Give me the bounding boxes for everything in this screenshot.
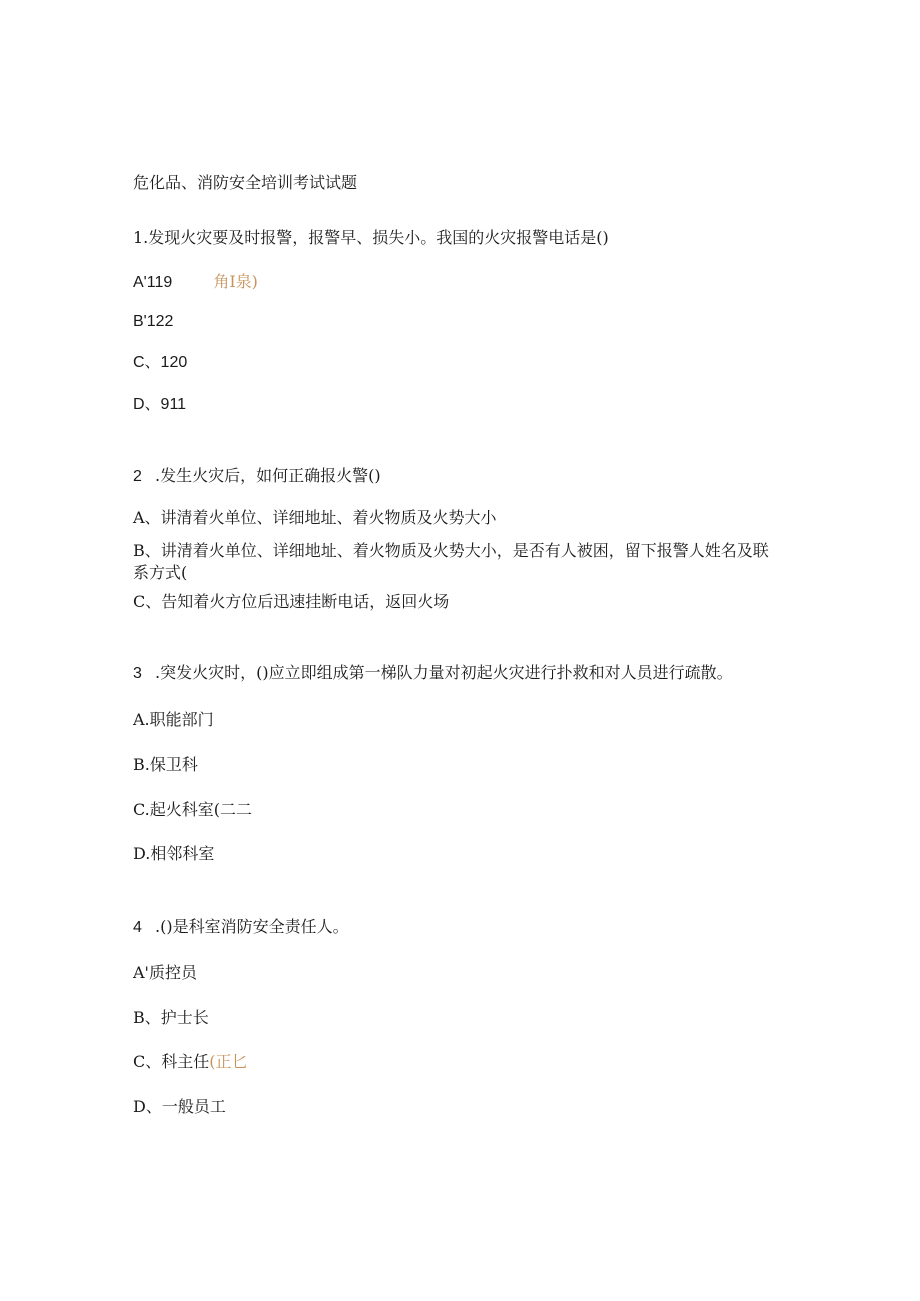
question-3-option-b[interactable]: B.保卫科 bbox=[133, 755, 198, 774]
question-text: .()是科室消防安全责任人。 bbox=[155, 917, 349, 936]
question-2-option-a[interactable]: A、讲清着火单位、详细地址、着火物质及火势大小 bbox=[133, 508, 497, 527]
question-text: .发生火灾后，如何正确报火警() bbox=[155, 466, 381, 485]
question-2-option-c[interactable]: C、告知着火方位后迅速挂断电话，返回火场 bbox=[133, 592, 450, 611]
handwritten-mark: (正匕 bbox=[209, 1052, 248, 1071]
question-4-option-c[interactable] bbox=[133, 1051, 248, 1073]
handwritten-mark: 角I泉) bbox=[213, 272, 258, 291]
question-number: 3 bbox=[133, 665, 142, 682]
question-4-option-a[interactable]: A'质控员 bbox=[133, 963, 197, 982]
page-title: 危化品、消防安全培训考试试题 bbox=[133, 173, 358, 192]
question-3-option-c[interactable]: C.起火科室(二二 bbox=[133, 800, 253, 819]
question-1-option-c[interactable]: C、120 bbox=[133, 354, 188, 371]
question-4-option-b[interactable]: B、护士长 bbox=[133, 1008, 209, 1027]
question-3-option-d[interactable]: D.相邻科室 bbox=[133, 844, 215, 863]
question-1-option-a[interactable] bbox=[133, 271, 258, 294]
question-text: .突发火灾时，()应立即组成第一梯队力量对初起火灾进行扑救和对人员进行疏散。 bbox=[155, 663, 733, 682]
question-1-option-d[interactable]: D、911 bbox=[133, 396, 187, 413]
question-number: 4 bbox=[133, 919, 142, 936]
question-2-stem bbox=[133, 465, 381, 488]
question-3-option-a[interactable]: A.职能部门 bbox=[133, 710, 214, 729]
option-text: C、科主任 bbox=[133, 1052, 210, 1071]
question-3-stem bbox=[133, 662, 733, 685]
question-number: 2 bbox=[133, 468, 142, 485]
option-text: A'119 bbox=[133, 274, 173, 291]
question-1-option-b[interactable]: B'122 bbox=[133, 313, 174, 330]
question-4-stem bbox=[133, 916, 349, 939]
question-1-stem: 1.发现火灾要及时报警，报警早、损失小。我国的火灾报警电话是() bbox=[133, 228, 609, 247]
question-2-option-b[interactable]: B、讲清着火单位、详细地址、着火物质及火势大小，是否有人被困，留下报警人姓名及联系方式( bbox=[133, 541, 769, 582]
question-4-option-d[interactable]: D、一般员工 bbox=[133, 1097, 226, 1116]
